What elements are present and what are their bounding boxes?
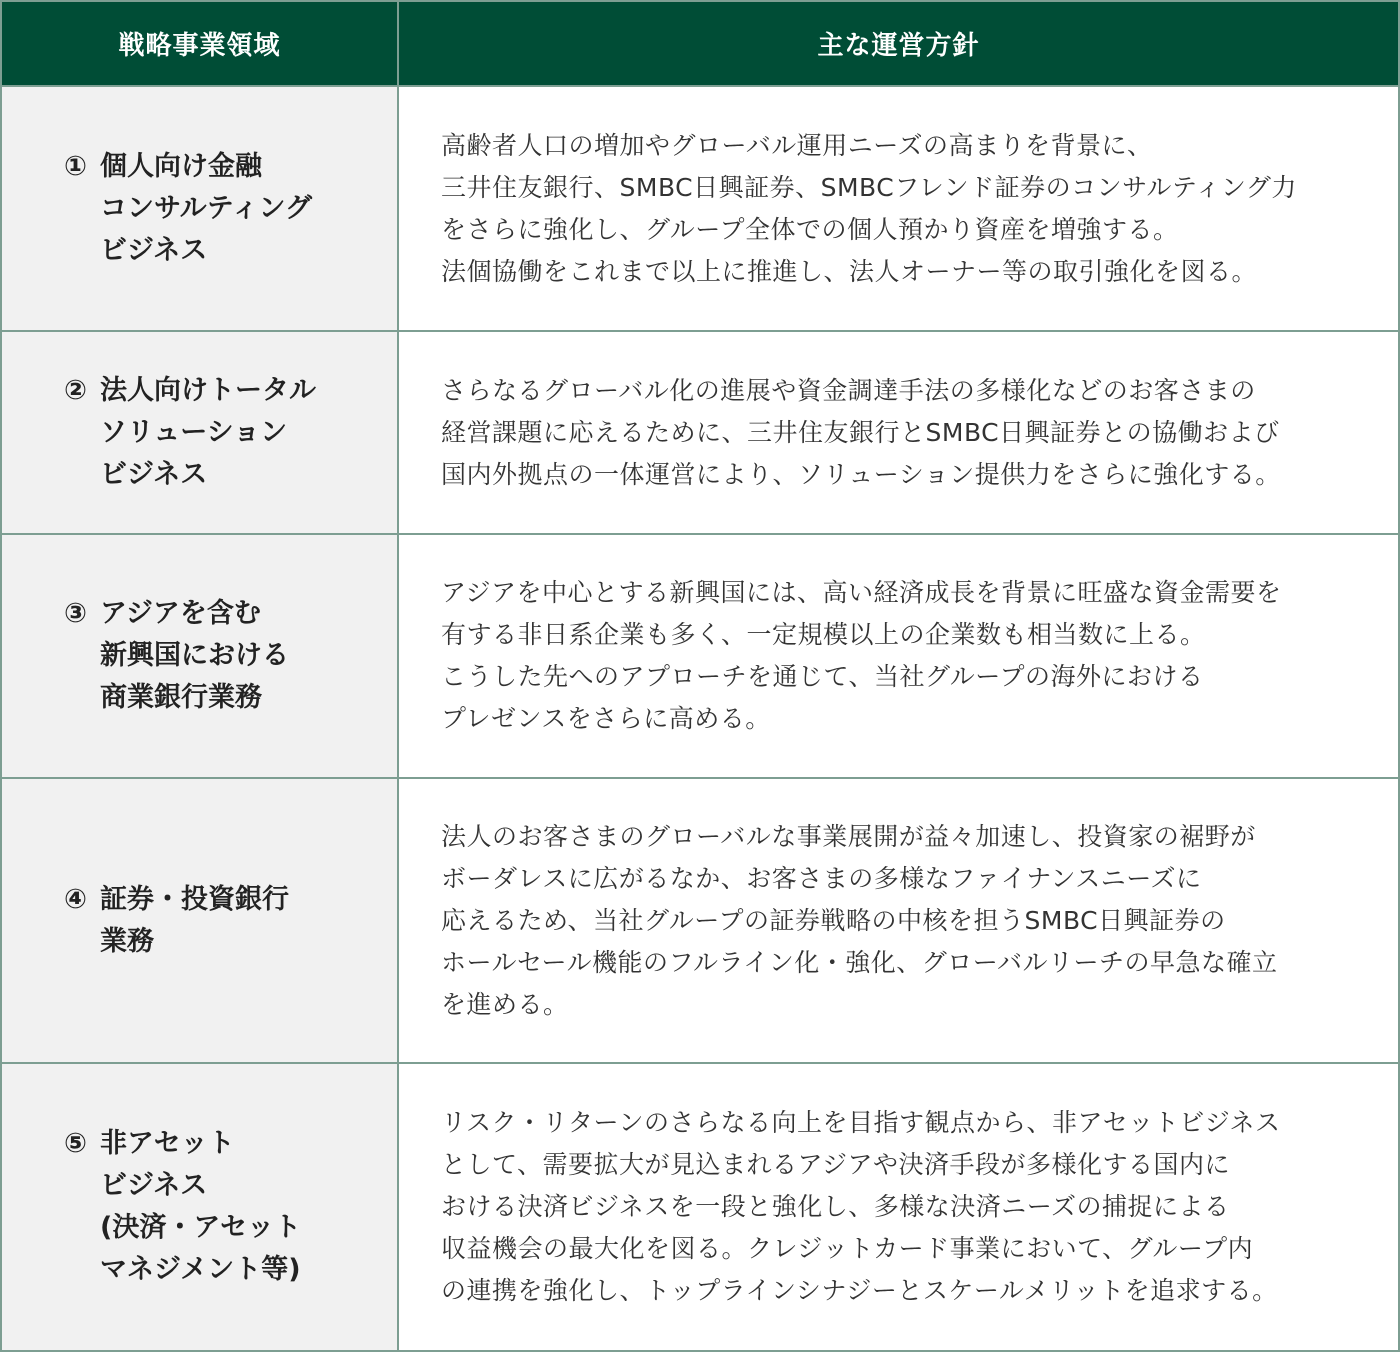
strategic-domain-cell [2,779,399,1062]
strategic-domain-cell [2,87,399,330]
main-policy [441,1102,1281,1312]
main-policy [441,572,1282,740]
strategic-domain [64,370,316,496]
domain-line: (決済・アセット [100,1212,302,1243]
main-policy-cell [399,535,1398,777]
main-policy-cell [399,779,1398,1062]
main-policy-cell [399,1064,1398,1350]
main-policy-cell [399,87,1398,330]
policy-line: ボーダレスに広がるなか、お客さまの多様なファイナンスニーズに [441,863,1202,893]
table-row [2,1064,1398,1350]
policy-line: さらなるグローバル化の進展や資金調達手法の多様化などのお客さまの [441,375,1256,405]
table-row [2,779,1398,1064]
row-number: ⑤ [64,1128,87,1159]
strategic-domain [64,146,312,272]
domain-line: コンサルティング [100,192,312,224]
policy-line: 法人のお客さまのグローバルな事業展開が益々加速し、投資家の裾野が [441,821,1256,851]
policy-line: として、需要拡大が見込まれるアジアや決済手段が多様化する国内に [441,1150,1231,1179]
strategic-domain-cell [2,535,399,777]
policy-line: 収益機会の最大化を図る。クレジットカード事業において、グループ内 [441,1234,1254,1263]
strategic-domain-cell [2,332,399,533]
domain-line: ソリューション [100,416,288,448]
row-number: ④ [64,883,87,915]
strategic-domain [64,593,289,719]
domain-line: ビジネス [100,234,208,266]
policy-line: 三井住友銀行、SMBC日興証券、SMBCフレンド証券のコンサルティング力 [441,172,1297,202]
row-number: ② [64,374,87,406]
domain-line: マネジメント等) [100,1254,301,1285]
strategic-domain [64,879,289,963]
policy-line: 有する非日系企業も多く、一定規模以上の企業数も相当数に上る。 [441,620,1206,649]
strategic-domain [64,1123,301,1291]
domain-line: 非アセット [100,1128,235,1159]
header-main-policy: 主な運営方針 [817,31,980,61]
main-policy-cell [399,332,1398,533]
policy-line: 応えるため、当社グループの証券戦略の中核を担うSMBC日興証券の [441,905,1226,935]
policy-line: こうした先へのアプローチを通じて、当社グループの海外における [441,662,1204,691]
table-body [2,87,1398,1350]
table-row [2,332,1398,535]
policy-line: の連携を強化し、トップラインシナジーとスケールメリットを追求する。 [441,1276,1278,1305]
policy-line: リスク・リターンのさらなる向上を目指す観点から、非アセットビジネス [441,1108,1281,1137]
policy-line: ホールセール機能のフルライン化・強化、グローバルリーチの早急な確立 [441,947,1278,977]
domain-line: 個人向け金融 [100,150,262,182]
table-row [2,87,1398,332]
domain-line: 新興国における [100,640,289,671]
strategic-domain-cell [2,1064,399,1350]
main-policy [441,816,1278,1026]
domain-line: アジアを含む [100,598,261,629]
policy-line: をさらに強化し、グループ全体での個人預かり資産を増強する。 [441,214,1179,244]
main-policy [441,370,1281,496]
policy-line: おける決済ビジネスを一段と強化し、多様な決済ニーズの捕捉による [441,1192,1230,1221]
policy-line: 経営課題に応えるために、三井住友銀行とSMBC日興証券との協働および [441,417,1280,447]
domain-line: 業務 [100,925,154,957]
domain-line: ビジネス [100,1170,208,1201]
domain-line: 商業銀行業務 [100,682,262,713]
policy-line: 国内外拠点の一体運営により、ソリューション提供力をさらに強化する。 [441,459,1281,489]
domain-line: ビジネス [100,458,208,490]
policy-line: 高齢者人口の増加やグローバル運用ニーズの高まりを背景に、 [441,130,1153,160]
header-strategic-domain: 戦略事業領域 [2,2,399,85]
row-number: ① [64,150,87,182]
domain-line: 法人向けトータル [100,374,316,406]
table-header [2,2,1398,87]
row-number: ③ [64,598,87,629]
policy-line: を進める。 [441,989,569,1019]
policy-line: プレゼンスをさらに高める。 [441,704,771,733]
main-policy [441,125,1297,293]
policy-line: 法個協働をこれまで以上に推進し、法人オーナー等の取引強化を図る。 [441,256,1258,286]
table-row [2,535,1398,779]
policy-line: アジアを中心とする新興国には、高い経済成長を背景に旺盛な資金需要を [441,578,1282,607]
domain-line: 証券・投資銀行 [100,883,289,915]
